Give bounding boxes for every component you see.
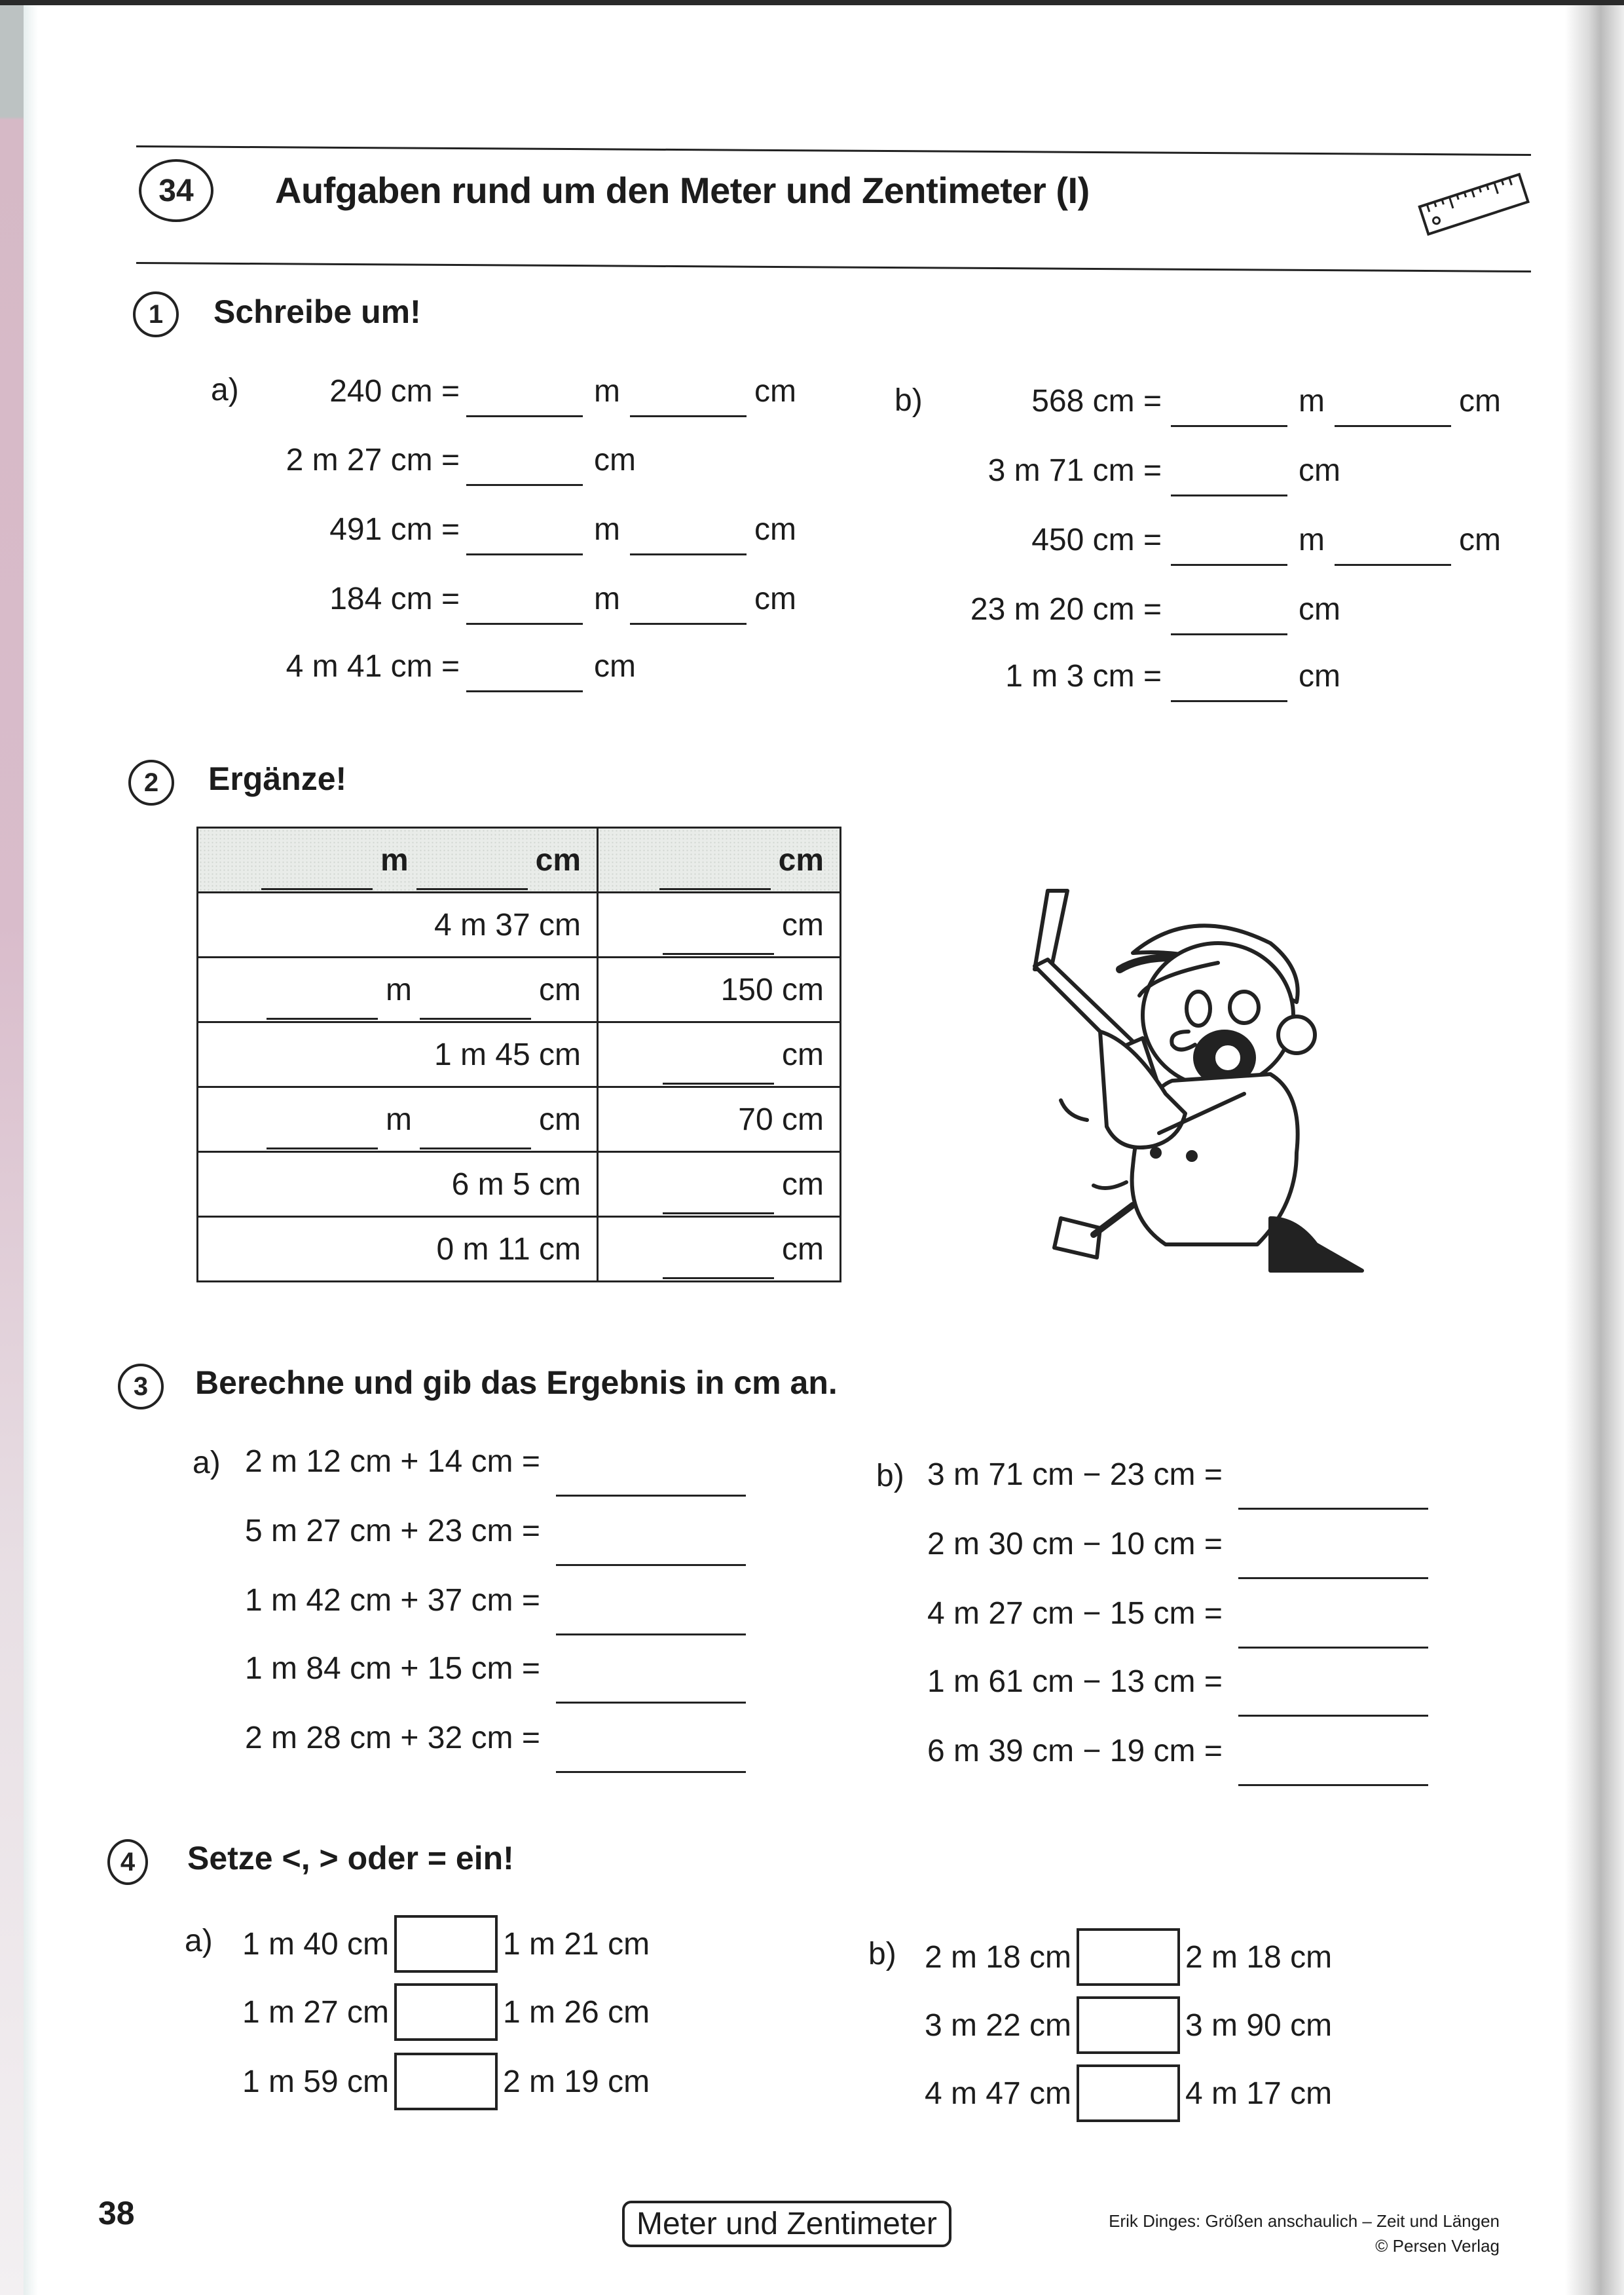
answer-blank[interactable] [556, 1771, 746, 1773]
exercise-1b-label: b) [895, 383, 923, 418]
unit-label: cm [754, 512, 796, 547]
comparison-right: 4 m 17 cm [1185, 2076, 1333, 2111]
answer-blank-cm[interactable] [420, 1125, 531, 1149]
answer-blank-cm[interactable] [663, 1255, 774, 1279]
comparison-right: 1 m 26 cm [503, 1994, 650, 2030]
comparison-item [232, 1915, 650, 1973]
header-blank-m [261, 866, 373, 890]
table-row [198, 1152, 841, 1217]
answer-blank[interactable] [1238, 1715, 1428, 1717]
unit-cm: cm [539, 972, 581, 1007]
exercise-1a-label: a) [211, 373, 239, 407]
calculation-item [245, 1444, 746, 1480]
conversion-item [0, 449, 1572, 489]
given-value: 4 m 37 cm [434, 907, 581, 942]
exercise-2-badge [128, 760, 174, 806]
unit-m: m [386, 972, 413, 1007]
calculation-item [245, 1513, 746, 1549]
answer-blank-cm[interactable] [420, 996, 531, 1020]
answer-blank[interactable] [1335, 399, 1451, 427]
answer-blank[interactable] [1238, 1647, 1428, 1649]
cell-cm[interactable] [598, 1152, 841, 1217]
calculation-expression: 6 m 39 cm − 19 cm = [927, 1734, 1223, 1768]
cell-cm [598, 958, 841, 1022]
answer-blank[interactable] [1238, 1577, 1428, 1579]
comparison-item [232, 2053, 650, 2110]
given-value: 150 cm [720, 972, 824, 1007]
answer-blank[interactable] [1335, 538, 1451, 566]
conversion-lhs: 4 m 41 cm = [286, 649, 460, 684]
lesson-number: 34 [158, 173, 194, 208]
cell-cm[interactable] [598, 1217, 841, 1282]
header-rule-top [136, 145, 1531, 156]
table-header-row [198, 828, 841, 893]
cell-cm[interactable] [598, 1022, 841, 1087]
worker-illustration [1022, 878, 1414, 1287]
exercise-3-badge [118, 1364, 164, 1409]
calculation-item [927, 1733, 1428, 1769]
calculation-expression: 5 m 27 cm + 23 cm = [245, 1514, 540, 1548]
cell-m-cm [198, 1217, 598, 1282]
comparison-item [914, 2064, 1332, 2122]
comparison-item [914, 1996, 1332, 2054]
table-row [198, 1022, 841, 1087]
conversion-lhs: 23 m 20 cm = [970, 592, 1162, 627]
calculation-expression: 2 m 30 cm − 10 cm = [927, 1527, 1223, 1561]
comparison-answer-box[interactable] [1077, 1996, 1180, 2054]
comparison-answer-box[interactable] [394, 2053, 498, 2110]
cell-m-cm [198, 1152, 598, 1217]
answer-blank-m[interactable] [267, 996, 378, 1020]
scan-edge-top [0, 0, 1624, 5]
exercise-2-number: 2 [143, 768, 159, 797]
comparison-left: 1 m 59 cm [242, 2064, 389, 2099]
comparison-answer-box[interactable] [1077, 2064, 1180, 2122]
comparison-answer-box[interactable] [394, 1915, 498, 1973]
credit [1048, 2209, 1500, 2258]
comparison-item [232, 1983, 650, 2041]
exercise-1-title: Schreibe um! [213, 293, 421, 330]
cell-m-cm[interactable] [198, 1087, 598, 1152]
answer-blank[interactable] [1171, 468, 1287, 496]
calculation-expression: 1 m 61 cm − 13 cm = [927, 1664, 1223, 1699]
page-number: 38 [98, 2195, 135, 2231]
page-title: Aufgaben rund um den Meter und Zentimeter (I) [275, 170, 1090, 211]
answer-blank[interactable] [1171, 674, 1287, 702]
unit-label: cm [1299, 592, 1340, 627]
calculation-expression: 4 m 27 cm − 15 cm = [927, 1596, 1223, 1631]
answer-blank[interactable] [556, 1702, 746, 1704]
exercise-1-number: 1 [148, 299, 164, 329]
unit-cm: cm [782, 1037, 824, 1072]
unit-label: cm [754, 582, 796, 616]
comparison-left: 1 m 27 cm [242, 1994, 389, 2030]
comparison-answer-box[interactable] [394, 1983, 498, 2041]
conversion-item [0, 588, 1572, 627]
conversion-lhs: 3 m 71 cm = [987, 453, 1162, 488]
cell-cm[interactable] [598, 893, 841, 958]
calculation-expression: 3 m 71 cm − 23 cm = [927, 1457, 1223, 1492]
calculation-expression: 1 m 42 cm + 37 cm = [245, 1583, 540, 1618]
scan-edge-left [0, 5, 24, 2295]
unit-label: cm [1299, 453, 1340, 488]
exercise-1-badge [133, 291, 179, 337]
cell-m-cm [198, 893, 598, 958]
calculation-item [927, 1595, 1428, 1632]
calculation-item [245, 1582, 746, 1618]
comparison-right: 1 m 21 cm [503, 1926, 650, 1962]
exercise-2-title: Ergänze! [208, 760, 347, 797]
exercise-4a-label: a) [185, 1924, 213, 1958]
unit-label: m [1299, 384, 1325, 419]
calculation-item [245, 1651, 746, 1687]
table-row [198, 958, 841, 1022]
lesson-number-badge [139, 159, 213, 222]
header-blank-cm [416, 866, 528, 890]
answer-blank[interactable] [556, 1495, 746, 1497]
answer-blank-cm[interactable] [663, 1190, 774, 1214]
header-unit-cm: cm [535, 842, 581, 878]
unit-label: cm [594, 443, 636, 477]
credit-publisher: © Persen Verlag [1375, 2236, 1500, 2256]
conversion-lhs: 450 cm = [1031, 523, 1162, 557]
header-unit-cm: cm [778, 842, 824, 878]
comparison-left: 4 m 47 cm [924, 2076, 1071, 2111]
calculation-expression: 2 m 28 cm + 32 cm = [245, 1721, 540, 1755]
calculation-item [927, 1457, 1428, 1493]
conversion-lhs: 240 cm = [329, 374, 460, 409]
comparison-item [914, 1928, 1332, 1986]
conversion-lhs: 568 cm = [1031, 384, 1162, 419]
conversion-item [0, 655, 1572, 694]
unit-cm: cm [782, 907, 824, 942]
unit-label: m [594, 582, 620, 616]
header-rule-bottom [136, 262, 1531, 272]
cell-m-cm [198, 1022, 598, 1087]
exercise-3b-label: b) [876, 1459, 904, 1493]
exercise-3a-label: a) [193, 1446, 221, 1480]
unit-cm: cm [539, 1102, 581, 1137]
answer-blank[interactable] [556, 1633, 746, 1635]
unit-label: cm [1459, 523, 1501, 557]
exercise-4-title: Setze <, > oder = ein! [187, 1840, 514, 1876]
topic-badge: Meter und Zentimeter [622, 2201, 951, 2247]
conversion-item [0, 380, 1572, 419]
credit-author-title: Erik Dinges: Größen anschaulich – Zeit und Längen [1109, 2211, 1500, 2231]
conversion-lhs: 491 cm = [329, 512, 460, 547]
conversion-item [0, 519, 1572, 558]
calculation-expression: 1 m 84 cm + 15 cm = [245, 1651, 540, 1686]
cell-cm [598, 1087, 841, 1152]
answer-blank[interactable] [1171, 607, 1287, 635]
scan-edge-left-highlight [24, 5, 38, 2295]
conversion-table [196, 827, 841, 1282]
header-blank-cm [659, 866, 771, 890]
header-cell-cm [598, 828, 841, 893]
calculation-expression: 2 m 12 cm + 14 cm = [245, 1444, 540, 1479]
cell-m-cm[interactable] [198, 958, 598, 1022]
conversion-lhs: 1 m 3 cm = [1005, 659, 1162, 694]
answer-blank[interactable] [1171, 399, 1287, 427]
ruler-icon [1414, 170, 1532, 239]
given-value: 0 m 11 cm [436, 1231, 581, 1267]
table-row [198, 1087, 841, 1152]
unit-label: m [1299, 523, 1325, 557]
table-row [198, 893, 841, 958]
unit-label: cm [1299, 659, 1340, 694]
answer-blank-m[interactable] [267, 1125, 378, 1149]
header-unit-m: m [380, 842, 409, 878]
exercise-3-title: Berechne und gib das Ergebnis in cm an. [195, 1364, 838, 1401]
exercise-4-badge [107, 1839, 148, 1885]
comparison-left: 3 m 22 cm [924, 2007, 1071, 2043]
unit-label: m [594, 512, 620, 547]
exercise-4-number: 4 [120, 1847, 136, 1876]
exercise-4b-label: b) [868, 1937, 896, 1971]
conversion-lhs: 2 m 27 cm = [286, 443, 460, 477]
comparison-right: 2 m 18 cm [1185, 1939, 1333, 1975]
comparison-answer-box[interactable] [1077, 1928, 1180, 1986]
answer-blank[interactable] [1171, 538, 1287, 566]
answer-blank[interactable] [1238, 1508, 1428, 1510]
unit-label: cm [1459, 384, 1501, 419]
answer-blank[interactable] [556, 1564, 746, 1566]
answer-blank-cm[interactable] [663, 1060, 774, 1085]
comparison-left: 2 m 18 cm [924, 1939, 1071, 1975]
unit-label: cm [754, 374, 796, 409]
answer-blank-cm[interactable] [663, 931, 774, 955]
conversion-lhs: 184 cm = [329, 582, 460, 616]
answer-blank[interactable] [1238, 1784, 1428, 1786]
calculation-item [245, 1720, 746, 1756]
header-cell-m-cm [198, 828, 598, 893]
comparison-right: 2 m 19 cm [503, 2064, 650, 2099]
calculation-item [927, 1526, 1428, 1562]
comparison-right: 3 m 90 cm [1185, 2007, 1333, 2043]
given-value: 1 m 45 cm [434, 1037, 581, 1072]
comparison-left: 1 m 40 cm [242, 1926, 389, 1962]
unit-label: m [594, 374, 620, 409]
unit-label: cm [594, 649, 636, 684]
given-value: 6 m 5 cm [451, 1166, 581, 1202]
table-row [198, 1217, 841, 1282]
exercise-3-number: 3 [133, 1371, 149, 1401]
scan-edge-right-shadow [1565, 5, 1624, 2295]
unit-cm: cm [782, 1231, 824, 1267]
unit-m: m [386, 1102, 413, 1137]
unit-cm: cm [782, 1166, 824, 1202]
calculation-item [927, 1664, 1428, 1700]
given-value: 70 cm [738, 1102, 824, 1137]
